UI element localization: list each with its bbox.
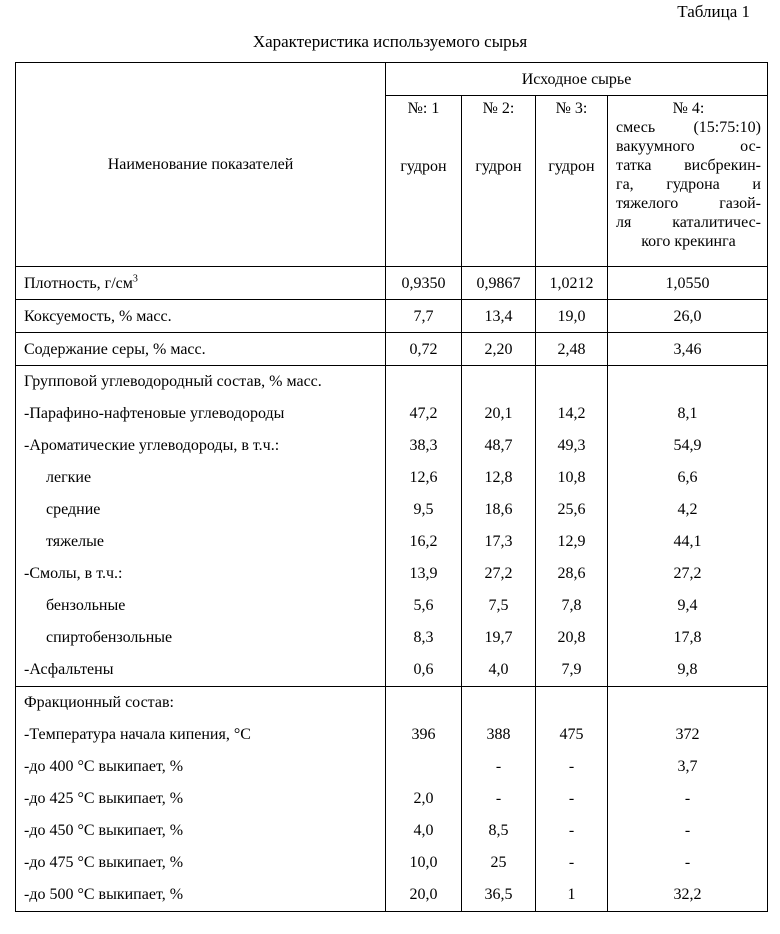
- value-column-2: [462, 366, 536, 687]
- col-2-number: № 2:: [482, 100, 515, 117]
- header-col-4: [608, 96, 768, 267]
- row-label-text: Коксуемость, % масс.: [24, 307, 172, 325]
- value-cell: 54,9: [673, 437, 702, 454]
- value-cell: 14,2: [557, 405, 586, 422]
- value-cell: 9,8: [677, 661, 698, 678]
- table-row: [16, 333, 768, 366]
- fraction-title: Фракционный состав:: [24, 694, 174, 711]
- value-cell: 12,8: [484, 469, 513, 486]
- value-cell: 32,2: [673, 886, 702, 903]
- col-3-kind: гудрон: [548, 158, 595, 175]
- col-4-desc-line: смесь (15:75:10): [616, 119, 761, 136]
- row-label: бензольные: [46, 597, 126, 614]
- row-label: [16, 267, 386, 300]
- superscript: 3: [132, 273, 138, 285]
- col-4-desc-line: татка висбрекин-: [616, 157, 761, 174]
- row-label: -Парафино-нафтеновые углеводороды: [24, 405, 285, 422]
- fraction-block: [16, 687, 768, 912]
- value-cell: 17,3: [484, 533, 513, 550]
- value-cell: 19,7: [484, 629, 513, 646]
- row-label: средние: [46, 501, 101, 518]
- value-cell: 28,6: [557, 565, 586, 582]
- col-4-number: № 4:: [672, 100, 705, 117]
- table-row: [16, 300, 768, 333]
- col-4-desc-line: кого крекинга: [641, 233, 736, 250]
- header-col-3: [536, 96, 608, 267]
- value-cell: -: [684, 854, 691, 871]
- value-cell: 4,0: [488, 661, 509, 678]
- value-cell: 48,7: [484, 437, 513, 454]
- row-label: [16, 300, 386, 333]
- value-cell: 44,1: [673, 533, 702, 550]
- value-cell: 2,48: [536, 333, 608, 366]
- feedstock-table: [15, 62, 768, 912]
- value-cell: -: [495, 758, 502, 775]
- row-label-text: Плотность, г/см: [24, 274, 133, 292]
- value-cell: 10,0: [409, 854, 438, 871]
- value-cell: -: [568, 790, 575, 807]
- row-label: спиртобензольные: [46, 629, 173, 646]
- value-column-2: [462, 687, 536, 912]
- title-spacer: [386, 366, 461, 398]
- row-label: тяжелые: [46, 533, 104, 550]
- group-title: Групповой углеводородный состав, % масс.: [24, 373, 322, 390]
- value-cell: 6,6: [677, 469, 698, 486]
- row-label: [16, 333, 386, 366]
- value-cell: 13,4: [462, 300, 536, 333]
- table-number: Таблица 1: [677, 2, 750, 21]
- value-cell: 2,20: [462, 333, 536, 366]
- value-cell: 9,5: [413, 501, 434, 518]
- value-cell: 0,9867: [462, 267, 536, 300]
- row-label: -Температура начала кипения, °С: [24, 726, 251, 743]
- header-col-1: [386, 96, 462, 267]
- value-cell: 36,5: [484, 886, 513, 903]
- col-2-kind: гудрон: [475, 158, 522, 175]
- value-column-4: [608, 366, 768, 687]
- row-label: -до 500 °С выкипает, %: [24, 886, 184, 903]
- title-spacer: [536, 366, 607, 398]
- col-3-number: № 3:: [555, 100, 588, 117]
- value-cell: 47,2: [409, 405, 438, 422]
- value-cell: -: [568, 758, 575, 775]
- fraction-labels: [16, 687, 386, 912]
- col-4-desc-line: вакуумного ос-: [616, 138, 761, 155]
- value-cell: -: [568, 854, 575, 871]
- value-cell: 38,3: [409, 437, 438, 454]
- value-column-4: [608, 687, 768, 912]
- value-cell: 4,0: [413, 822, 434, 839]
- row-label: -до 450 °С выкипает, %: [24, 822, 184, 839]
- header-source-group: Исходное сырье: [386, 63, 768, 96]
- header-col-2: [462, 96, 536, 267]
- value-cell: 20,0: [409, 886, 438, 903]
- value-cell: 7,5: [488, 597, 509, 614]
- row-label: легкие: [46, 469, 92, 486]
- title-spacer: [386, 687, 461, 719]
- title-spacer: [608, 366, 767, 398]
- value-cell: 7,7: [386, 300, 462, 333]
- value-cell: -: [684, 822, 691, 839]
- value-cell: 20,1: [484, 405, 513, 422]
- col-1-kind: гудрон: [400, 158, 447, 175]
- value-cell: 0,6: [413, 661, 434, 678]
- value-cell: 7,9: [561, 661, 582, 678]
- value-cell: 1,0550: [608, 267, 768, 300]
- col-4-desc-line: тяжелого газой-: [616, 195, 761, 212]
- row-label: -Ароматические углеводороды, в т.ч.:: [24, 437, 280, 454]
- value-cell: 1,0212: [536, 267, 608, 300]
- value-cell: 16,2: [409, 533, 438, 550]
- value-cell: [386, 751, 461, 783]
- value-cell: 8,5: [488, 822, 509, 839]
- value-cell: 26,0: [608, 300, 768, 333]
- row-label: -до 400 °С выкипает, %: [24, 758, 184, 775]
- value-cell: 9,4: [677, 597, 698, 614]
- table-title: Характеристика используемого сырья: [252, 32, 528, 51]
- value-cell: 27,2: [484, 565, 513, 582]
- row-label: -до 425 °С выкипает, %: [24, 790, 184, 807]
- value-cell: 0,72: [386, 333, 462, 366]
- value-cell: 27,2: [673, 565, 702, 582]
- value-cell: 10,8: [557, 469, 586, 486]
- value-cell: 8,1: [677, 405, 698, 422]
- value-cell: 12,9: [557, 533, 586, 550]
- value-column-3: [536, 687, 608, 912]
- title-spacer: [608, 687, 767, 719]
- value-column-1: [386, 687, 462, 912]
- value-cell: 7,8: [561, 597, 582, 614]
- value-cell: 13,9: [409, 565, 438, 582]
- value-cell: 5,6: [413, 597, 434, 614]
- group-labels: [16, 366, 386, 687]
- value-cell: 18,6: [484, 501, 513, 518]
- col-4-desc-line: га, гудрона и: [616, 176, 761, 193]
- value-column-3: [536, 366, 608, 687]
- row-label: -до 475 °С выкипает, %: [24, 854, 184, 871]
- value-cell: 49,3: [557, 437, 586, 454]
- value-cell: 25: [490, 854, 507, 871]
- value-cell: 4,2: [677, 501, 698, 518]
- title-spacer: [536, 687, 607, 719]
- value-cell: 396: [411, 726, 436, 743]
- value-cell: 3,7: [677, 758, 698, 775]
- value-cell: 372: [675, 726, 700, 743]
- title-spacer: [462, 687, 535, 719]
- row-label: -Смолы, в т.ч.:: [24, 565, 123, 582]
- header-name-column: Наименование показателей: [16, 63, 386, 267]
- row-label-text: Содержание серы, % масс.: [24, 340, 206, 358]
- value-cell: -: [684, 790, 691, 807]
- value-cell: -: [568, 822, 575, 839]
- value-cell: 8,3: [413, 629, 434, 646]
- value-cell: 0,9350: [386, 267, 462, 300]
- value-cell: 25,6: [557, 501, 586, 518]
- group-block: [16, 366, 768, 687]
- value-cell: 20,8: [557, 629, 586, 646]
- value-cell: 17,8: [673, 629, 702, 646]
- value-column-1: [386, 366, 462, 687]
- col-4-desc-line: ля каталитичес-: [616, 214, 761, 231]
- value-cell: 388: [486, 726, 511, 743]
- col-1-number: №: 1: [407, 100, 440, 117]
- value-cell: 1: [567, 886, 576, 903]
- value-cell: 3,46: [608, 333, 768, 366]
- table-row: [16, 267, 768, 300]
- value-cell: -: [495, 790, 502, 807]
- row-label: -Асфальтены: [24, 661, 114, 678]
- value-cell: 19,0: [536, 300, 608, 333]
- header-row-1: [16, 63, 768, 96]
- title-spacer: [462, 366, 535, 398]
- value-cell: 12,6: [409, 469, 438, 486]
- value-cell: 2,0: [413, 790, 434, 807]
- value-cell: 475: [559, 726, 584, 743]
